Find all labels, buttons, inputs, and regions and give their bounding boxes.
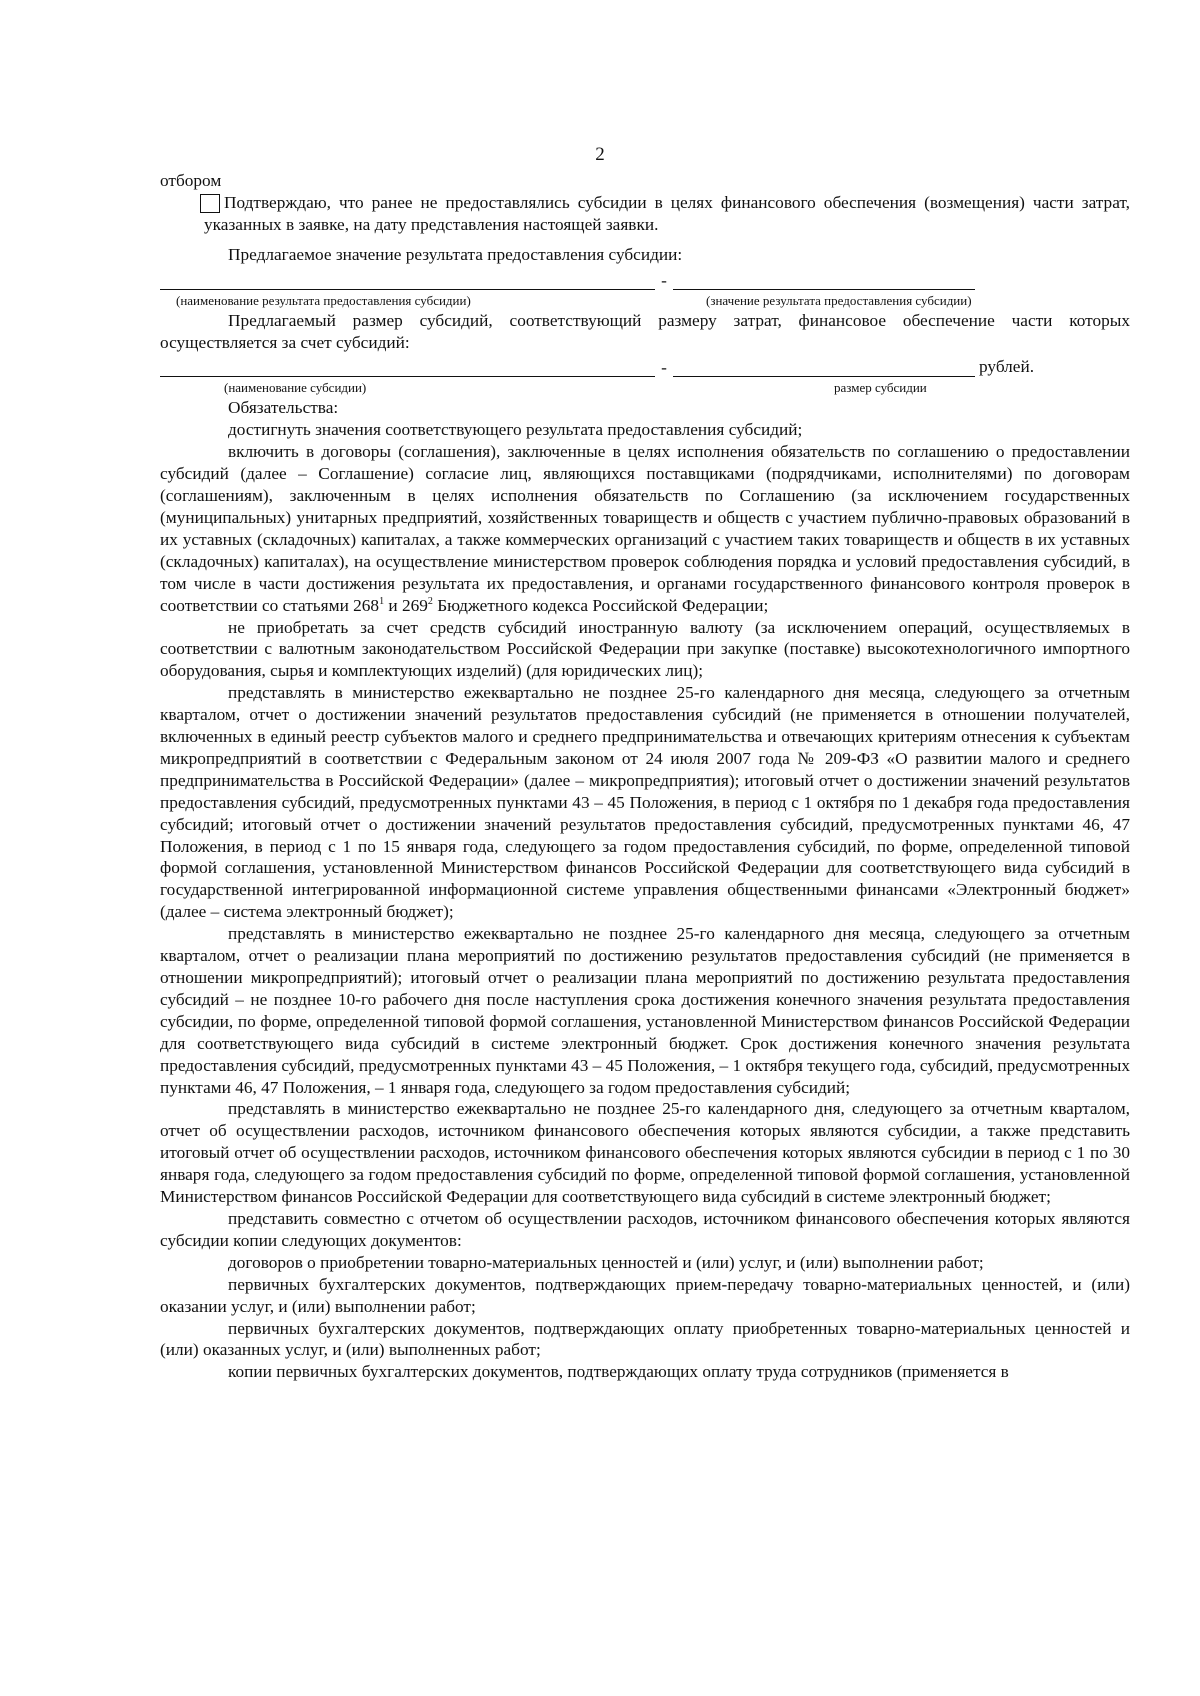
subsidy-name-field[interactable] [160, 358, 655, 377]
caption-result-name: (наименование результата предоставления субсидии) [176, 292, 471, 308]
document-list-item: первичных бухгалтерских документов, подтверждающих оплату приобретенных товарно-материальных ценностей и (или) оказанных услуг, и (или) выполненных работ; [160, 1318, 1130, 1360]
document-body [160, 170, 1130, 1383]
confirmation-line [160, 192, 1130, 236]
obligation-paragraph: представлять в министерство ежеквартально не позднее 25-го календарного дня месяца, следующего за отчетным кварталом, отчет о достижении значений результатов предоставления субсидий (не применяется в отношении получателей, включенных в единый реестр субъектов малого и среднего предпринимательства и отвечающих критериям отнесения к субъектам микропредприятий в соответствии с Федеральным законом от 24 июля 2007 года № 209-ФЗ «О развитии малого и среднего предпринимательства в Российской Федерации» (далее – микропредприятия); итоговый отчет о достижении значений результатов предоставления субсидий, предусмотренных пунктами 43 – 45 Положения, в период с 1 октября по 1 декабря года предоставления субсидий; итоговый отчет о достижении значений результатов предоставления субсидий, предусмотренных пунктами 46, 47 Положения, в период с 1 по 15 января года, следующего за годом предоставления субсидий, по форме, определенной типовой формой соглашения, установленной Министерством финансов Российской Федерации для соответствующего вида субсидий в государственной интегрированной информационной системе управления общественными финансами «Электронный бюджет» (далее – система электронный бюджет); [160, 683, 1130, 922]
confirmation-checkbox[interactable] [200, 194, 220, 213]
rubles-label: рублей. [979, 356, 1035, 376]
result-heading: Предлагаемое значение результата предоставления субсидии: [228, 244, 683, 264]
obligation-paragraph: включить в договоры (соглашения), заключенные в целях исполнения обязательств по соглашению о предоставлении субсидий (далее – Соглашение) согласие лиц, являющихся поставщиками (подрядчиками, исполнителями) по договорам (соглашениям), заключенным в целях исполнения обязательств по Соглашению (за исключением государственных (муниципальных) унитарных предприятий, хозяйственных товариществ и обществ с участием публично-правовых образований в их уставных (складочных) капиталах, а также коммерческих организаций с участием таких товариществ и обществ в их уставных (складочных) капиталах), на осуществление министерством проверок соблюдения порядка и условий предоставления субсидий, в том числе в части достижения результата их предоставления, и органами государственного финансового контроля проверок в соответствии со статьями $268^1$ и $269^2$ Бюджетного кодекса Российской Федерации; [160, 442, 1130, 615]
document-list-item: первичных бухгалтерских документов, подтверждающих прием-передачу товарно-материальных ценностей, и (или) оказании услуг, и (или) выполнении работ; [160, 1274, 1130, 1316]
result-blank-line: - [160, 268, 1130, 290]
size-captions [160, 380, 1130, 397]
obligation-paragraph: представлять в министерство ежеквартально не позднее 25-го календарного дня месяца, следующего за отчетным кварталом, отчет о реализации плана мероприятий по достижению результатов предоставления субсидий (не применяется в отношении микропредприятий); итоговый отчет о реализации плана мероприятий по достижению результата предоставления субсидий – не позднее 10-го рабочего дня после наступления срока достижения конечного значения результата предоставления субсидии, по форме, определенной типовой формой соглашения, установленной Министерством финансов Российской Федерации для соответствующего вида субсидий в системе электронный бюджет. Срок достижения конечного значения результата предоставления субсидий, предусмотренных пунктами 43 – 45 Положения, – 1 октября текущего года, субсидий, предусмотренных пунктами 46, 47 Положения, – 1 января года, следующего за годом предоставления субсидий; [160, 924, 1130, 1097]
confirmation-text: Подтверждаю, что ранее не предоставлялись субсидии в целях финансового обеспечения (возмещения) части затрат, указанных в заявке, на дату представления настоящей заявки. [204, 192, 1130, 234]
caption-subsidy-size: размер субсидии [834, 380, 927, 396]
obligation-paragraph: не приобретать за счет средств субсидий иностранную валюту (за исключением операций, осуществляемых в соответствии с валютным законодательством Российской Федерации при закупке (поставке) высокотехнологичного импортного оборудования, сырья и комплектующих изделий) (для юридических лиц); [160, 617, 1130, 681]
caption-subsidy-name: (наименование субсидии) [224, 380, 367, 396]
paragraph-otborom: отбором [160, 171, 222, 190]
result-value-field[interactable] [673, 271, 975, 290]
result-captions [160, 293, 1130, 310]
size-heading: Предлагаемый размер субсидий, соответствующий размеру затрат, финансовое обеспечение части которых осуществляется за счет субсидий: [160, 310, 1130, 352]
obligation-paragraph: представить совместно с отчетом об осуществлении расходов, источником финансового обеспечения которых являются субсидии копии следующих документов: [160, 1208, 1130, 1250]
subsidy-size-field[interactable] [673, 358, 975, 377]
page-number: 2 [595, 144, 605, 165]
obligation-paragraph: представлять в министерство ежеквартально не позднее 25-го календарного дня, следующего за отчетным кварталом, отчет об осуществлении расходов, источником финансового обеспечения которых являются субсидии, а также представить итоговый отчет об осуществлении расходов, источником финансового обеспечения которых являются субсидии в период с 1 по 30 января года, следующего за годом предоставления субсидий по форме, определенной типовой формой соглашения, установленной Министерством финансов Российской Федерации для соответствующего вида субсидий в системе электронный бюджет; [160, 1099, 1130, 1207]
result-name-field[interactable] [160, 271, 655, 290]
caption-result-value: (значение результата предоставления субсидии) [706, 292, 972, 308]
obligation-paragraph: достигнуть значения соответствующего результата предоставления субсидий; [228, 420, 803, 440]
obligations-heading: Обязательства: [228, 398, 339, 418]
document-list-item: договоров о приобретении товарно-материальных ценностей и (или) услуг, и (или) выполнении работ; [228, 1252, 984, 1272]
size-blank-line: - рублей. [160, 355, 1130, 377]
document-list-item: копии первичных бухгалтерских документов, подтверждающих оплату труда сотрудников (применяется в [228, 1362, 1009, 1382]
